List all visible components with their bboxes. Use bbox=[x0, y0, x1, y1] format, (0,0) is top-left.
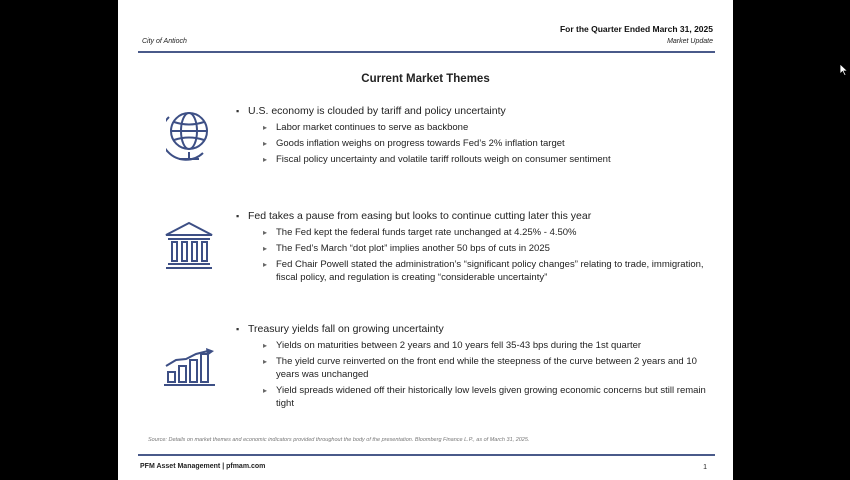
theme-sub-bullet: ▸ The Fed kept the federal funds target rate unchanged at 4.25% - 4.50% bbox=[236, 226, 716, 239]
theme-section-fed bbox=[236, 209, 716, 284]
quarter-header: For the Quarter Ended March 31, 2025 bbox=[559, 24, 713, 34]
footer-divider bbox=[138, 454, 715, 456]
theme-section-economy bbox=[236, 104, 716, 166]
theme-bullet: ▪ Treasury yields fall on growing uncertainty bbox=[236, 322, 716, 336]
theme-sub-bullet: ▸ The Fed’s March “dot plot” implies another 50 bps of cuts in 2025 bbox=[236, 242, 716, 255]
mouse-cursor-icon bbox=[840, 63, 848, 75]
theme-bullet: ▪ U.S. economy is clouded by tariff and policy uncertainty bbox=[236, 104, 716, 118]
theme-section-treasury bbox=[236, 322, 716, 410]
theme-bullet: ▪ Fed takes a pause from easing but looks to continue cutting later this year bbox=[236, 209, 716, 223]
theme-sub-bullet: ▸ Goods inflation weighs on progress towards Fed’s 2% inflation target bbox=[236, 137, 716, 150]
bank-building-icon bbox=[163, 220, 215, 272]
page-title: Current Market Themes bbox=[361, 73, 490, 85]
globe-icon bbox=[166, 108, 212, 164]
theme-sub-bullet: ▸ Labor market continues to serve as backbone bbox=[236, 121, 716, 134]
bar-chart-growth-icon bbox=[162, 348, 218, 388]
footer-company: PFM Asset Management | pfmam.com bbox=[140, 463, 266, 470]
document-type: Market Update bbox=[667, 38, 713, 45]
header-divider bbox=[138, 51, 715, 53]
theme-sub-bullet: ▸ Fiscal policy uncertainty and volatile tariff rollouts weigh on consumer sentiment bbox=[236, 153, 716, 166]
page-number: 1 bbox=[703, 464, 707, 471]
theme-sub-bullet: ▸ Yields on maturities between 2 years and 10 years fell 35-43 bps during the 1st quarter bbox=[236, 339, 716, 352]
theme-sub-bullet: ▸ The yield curve reinverted on the front end while the steepness of the curve between 2 years and 10 years was unchanged bbox=[236, 355, 716, 381]
slide-page bbox=[118, 0, 733, 480]
client-name: City of Antioch bbox=[142, 38, 187, 45]
theme-sub-bullet: ▸ Yield spreads widened off their historically low levels given growing economic concerns but still remain tight bbox=[236, 384, 716, 410]
theme-sub-bullet: ▸ Fed Chair Powell stated the administration’s “significant policy changes” relating to trade, immigration, fiscal policy, and regulation is creating “considerable uncertainty” bbox=[236, 258, 716, 284]
source-note: Source: Details on market themes and economic indicators provided throughout the body of the presentation. Bloomberg Finance L.P., as of March 31, 2025. bbox=[148, 437, 530, 443]
